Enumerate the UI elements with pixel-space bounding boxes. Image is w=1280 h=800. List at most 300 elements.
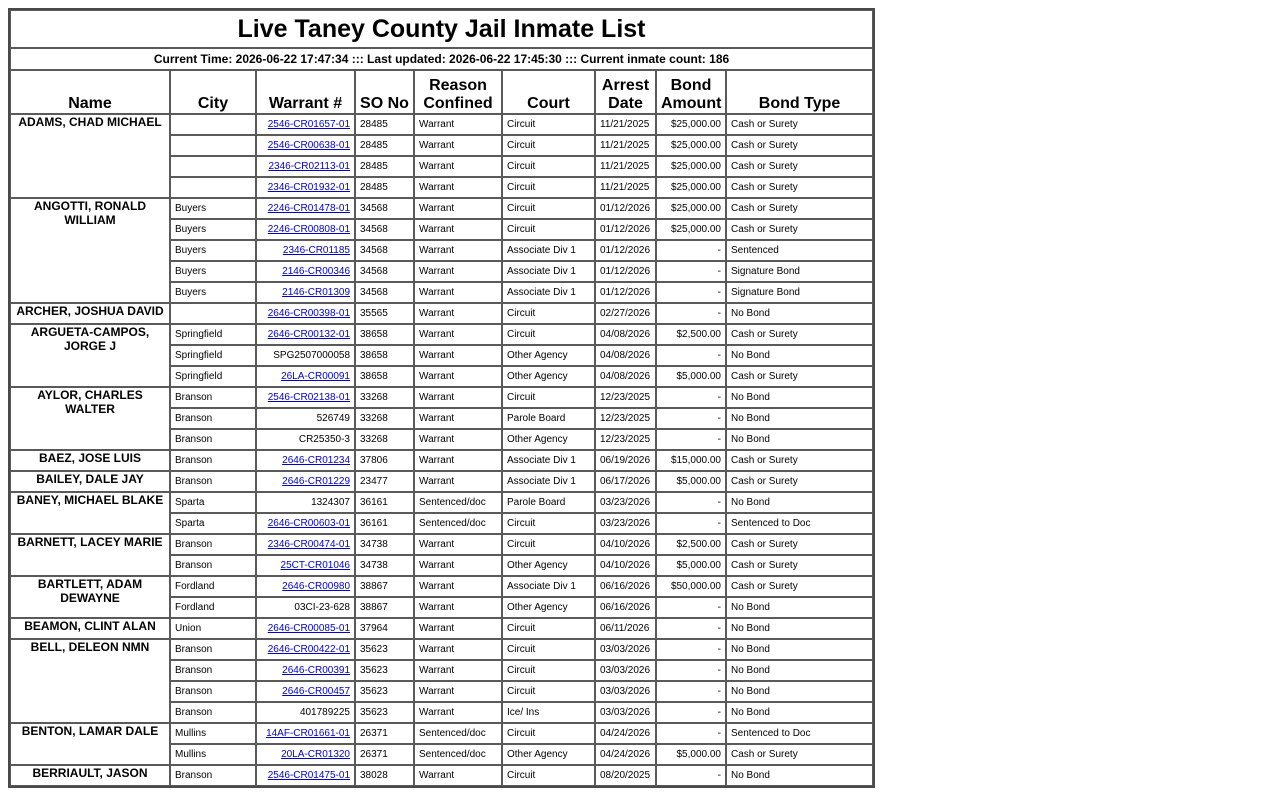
bond-type-cell: No Bond	[726, 408, 873, 429]
reason-cell: Warrant	[414, 681, 502, 702]
column-header-court: Court	[502, 70, 595, 114]
table-row	[10, 387, 873, 408]
so-no-cell: 28485	[355, 135, 414, 156]
so-no-cell: 26371	[355, 744, 414, 765]
reason-cell: Warrant	[414, 660, 502, 681]
reason-cell: Warrant	[414, 261, 502, 282]
bond-type-cell: No Bond	[726, 303, 873, 324]
so-no-cell: 38658	[355, 345, 414, 366]
bond-amount-cell: $5,000.00	[656, 471, 726, 492]
city-cell: Buyers	[170, 261, 256, 282]
reason-cell: Warrant	[414, 198, 502, 219]
court-cell: Other Agency	[502, 597, 595, 618]
warrant-link[interactable]: 14AF-CR01661-01	[266, 728, 350, 739]
bond-type-cell: Cash or Surety	[726, 471, 873, 492]
table-row	[10, 471, 873, 492]
bond-type-cell: No Bond	[726, 492, 873, 513]
column-header-bond-type: Bond Type	[726, 70, 873, 114]
warrant-cell[interactable]	[256, 135, 355, 156]
bond-amount-cell: -	[656, 618, 726, 639]
warrant-link[interactable]: 2646-CR01234	[282, 455, 350, 466]
court-cell: Other Agency	[502, 555, 595, 576]
city-cell: Branson	[170, 534, 256, 555]
warrant-link[interactable]: 2646-CR00085-01	[267, 623, 350, 634]
column-header-so-no: SO No	[355, 70, 414, 114]
arrest-date-cell: 12/23/2025	[595, 408, 656, 429]
bond-type-cell: Sentenced to Doc	[726, 723, 873, 744]
court-cell: Other Agency	[502, 366, 595, 387]
bond-type-cell: Cash or Surety	[726, 366, 873, 387]
bond-type-cell: Cash or Surety	[726, 324, 873, 345]
inmate-name: ARCHER, JOSHUA DAVID	[10, 303, 170, 324]
court-cell: Parole Board	[502, 408, 595, 429]
warrant-cell: 1324307	[256, 492, 355, 513]
reason-cell: Warrant	[414, 408, 502, 429]
warrant-cell[interactable]	[256, 744, 355, 765]
arrest-date-cell: 03/03/2026	[595, 660, 656, 681]
court-cell: Circuit	[502, 639, 595, 660]
reason-cell: Warrant	[414, 282, 502, 303]
bond-amount-cell: -	[656, 261, 726, 282]
bond-type-cell: No Bond	[726, 765, 873, 786]
court-cell: Circuit	[502, 135, 595, 156]
court-cell: Circuit	[502, 114, 595, 135]
bond-amount-cell: $15,000.00	[656, 450, 726, 471]
bond-amount-cell: $5,000.00	[656, 744, 726, 765]
inmate-table	[8, 8, 875, 788]
so-no-cell: 34738	[355, 534, 414, 555]
city-cell: Branson	[170, 639, 256, 660]
inmate-name: BEAMON, CLINT ALAN	[10, 618, 170, 639]
table-row	[10, 723, 873, 744]
bond-amount-cell: $5,000.00	[656, 555, 726, 576]
court-cell: Parole Board	[502, 492, 595, 513]
arrest-date-cell: 11/21/2025	[595, 177, 656, 198]
city-cell: Branson	[170, 765, 256, 786]
bond-amount-cell: $25,000.00	[656, 177, 726, 198]
reason-cell: Warrant	[414, 303, 502, 324]
reason-cell: Warrant	[414, 387, 502, 408]
city-cell: Mullins	[170, 723, 256, 744]
warrant-link[interactable]: 2346-CR01185	[282, 245, 350, 256]
arrest-date-cell: 04/10/2026	[595, 534, 656, 555]
so-no-cell: 33268	[355, 387, 414, 408]
inmate-name: ADAMS, CHAD MICHAEL	[10, 114, 170, 198]
court-cell: Other Agency	[502, 744, 595, 765]
city-cell: Branson	[170, 450, 256, 471]
city-cell	[170, 303, 256, 324]
so-no-cell: 34568	[355, 219, 414, 240]
arrest-date-cell: 11/21/2025	[595, 156, 656, 177]
bond-amount-cell: -	[656, 282, 726, 303]
warrant-cell[interactable]	[256, 555, 355, 576]
reason-cell: Warrant	[414, 702, 502, 723]
column-header-arrest-date: Arrest Date	[595, 70, 656, 114]
reason-cell: Sentenced/doc	[414, 723, 502, 744]
warrant-link[interactable]: 2546-CR01657-01	[267, 119, 350, 130]
warrant-link[interactable]: 2146-CR00346	[282, 266, 350, 277]
bond-type-cell: No Bond	[726, 429, 873, 450]
court-cell: Circuit	[502, 177, 595, 198]
table-row	[10, 618, 873, 639]
warrant-link[interactable]: 2346-CR02113-01	[268, 161, 350, 172]
bond-amount-cell: -	[656, 723, 726, 744]
bond-amount-cell: $25,000.00	[656, 219, 726, 240]
bond-amount-cell: -	[656, 597, 726, 618]
so-no-cell: 36161	[355, 492, 414, 513]
warrant-link[interactable]: 2646-CR00603-01	[267, 518, 350, 529]
warrant-link[interactable]: 26LA-CR00091	[281, 371, 350, 382]
arrest-date-cell: 08/20/2025	[595, 765, 656, 786]
warrant-link[interactable]: 2546-CR01475-01	[267, 770, 350, 781]
inmate-name: BENTON, LAMAR DALE	[10, 723, 170, 765]
warrant-link[interactable]: 2346-CR01932-01	[267, 182, 350, 193]
table-row	[10, 765, 873, 786]
city-cell: Branson	[170, 660, 256, 681]
court-cell: Associate Div 1	[502, 471, 595, 492]
so-no-cell: 35623	[355, 702, 414, 723]
so-no-cell: 37964	[355, 618, 414, 639]
reason-cell: Warrant	[414, 177, 502, 198]
bond-amount-cell: -	[656, 681, 726, 702]
bond-amount-cell: -	[656, 765, 726, 786]
arrest-date-cell: 06/17/2026	[595, 471, 656, 492]
warrant-cell: SPG2507000058	[256, 345, 355, 366]
table-row	[10, 639, 873, 660]
warrant-cell[interactable]	[256, 471, 355, 492]
table-row	[10, 303, 873, 324]
court-cell: Associate Div 1	[502, 240, 595, 261]
warrant-cell[interactable]	[256, 576, 355, 597]
city-cell	[170, 114, 256, 135]
bond-type-cell: Sentenced to Doc	[726, 513, 873, 534]
warrant-cell[interactable]	[256, 219, 355, 240]
reason-cell: Warrant	[414, 618, 502, 639]
arrest-date-cell: 01/12/2026	[595, 219, 656, 240]
so-no-cell: 34568	[355, 198, 414, 219]
court-cell: Circuit	[502, 387, 595, 408]
bond-type-cell: Cash or Surety	[726, 576, 873, 597]
page-container	[8, 8, 871, 788]
warrant-link[interactable]: 2146-CR01309	[282, 287, 350, 298]
arrest-date-cell: 04/08/2026	[595, 366, 656, 387]
page-title: Live Taney County Jail Inmate List	[10, 10, 873, 48]
inmate-name: BAEZ, JOSE LUIS	[10, 450, 170, 471]
table-row	[10, 324, 873, 345]
arrest-date-cell: 02/27/2026	[595, 303, 656, 324]
warrant-link[interactable]: 2246-CR00808-01	[267, 224, 350, 235]
so-no-cell: 38867	[355, 576, 414, 597]
court-cell: Other Agency	[502, 429, 595, 450]
table-row	[10, 198, 873, 219]
warrant-link[interactable]: 2546-CR02138-01	[267, 392, 350, 403]
bond-amount-cell: $25,000.00	[656, 114, 726, 135]
bond-amount-cell: -	[656, 660, 726, 681]
reason-cell: Sentenced/doc	[414, 513, 502, 534]
bond-type-cell: No Bond	[726, 618, 873, 639]
so-no-cell: 35623	[355, 639, 414, 660]
warrant-link[interactable]: 25CT-CR01046	[280, 560, 350, 571]
bond-type-cell: Cash or Surety	[726, 177, 873, 198]
city-cell: Branson	[170, 471, 256, 492]
warrant-link[interactable]: 2646-CR00422-01	[267, 644, 350, 655]
bond-amount-cell: $2,500.00	[656, 534, 726, 555]
table-row	[10, 534, 873, 555]
warrant-cell: 401789225	[256, 702, 355, 723]
city-cell: Buyers	[170, 198, 256, 219]
so-no-cell: 38867	[355, 597, 414, 618]
arrest-date-cell: 12/23/2025	[595, 429, 656, 450]
bond-type-cell: Signature Bond	[726, 261, 873, 282]
city-cell: Springfield	[170, 345, 256, 366]
bond-type-cell: No Bond	[726, 639, 873, 660]
warrant-cell[interactable]	[256, 723, 355, 744]
arrest-date-cell: 04/08/2026	[595, 324, 656, 345]
warrant-cell[interactable]	[256, 156, 355, 177]
city-cell: Branson	[170, 408, 256, 429]
city-cell: Buyers	[170, 219, 256, 240]
warrant-cell[interactable]	[256, 114, 355, 135]
arrest-date-cell: 04/10/2026	[595, 555, 656, 576]
reason-cell: Warrant	[414, 555, 502, 576]
court-cell: Associate Div 1	[502, 282, 595, 303]
bond-type-cell: Cash or Surety	[726, 219, 873, 240]
court-cell: Other Agency	[502, 345, 595, 366]
bond-amount-cell: $2,500.00	[656, 324, 726, 345]
bond-type-cell: No Bond	[726, 597, 873, 618]
bond-type-cell: No Bond	[726, 345, 873, 366]
court-cell: Circuit	[502, 681, 595, 702]
so-no-cell: 26371	[355, 723, 414, 744]
so-no-cell: 38658	[355, 366, 414, 387]
city-cell	[170, 135, 256, 156]
reason-cell: Warrant	[414, 576, 502, 597]
court-cell: Circuit	[502, 303, 595, 324]
header-row	[10, 70, 873, 114]
so-no-cell: 37806	[355, 450, 414, 471]
arrest-date-cell: 01/12/2026	[595, 282, 656, 303]
city-cell: Sparta	[170, 492, 256, 513]
warrant-cell: 03CI-23-628	[256, 597, 355, 618]
arrest-date-cell: 06/16/2026	[595, 597, 656, 618]
inmate-name: BELL, DELEON NMN	[10, 639, 170, 723]
warrant-link[interactable]: 2646-CR00132-01	[267, 329, 350, 340]
warrant-cell[interactable]	[256, 198, 355, 219]
warrant-cell[interactable]	[256, 324, 355, 345]
warrant-cell[interactable]	[256, 240, 355, 261]
court-cell: Circuit	[502, 534, 595, 555]
city-cell: Mullins	[170, 744, 256, 765]
so-no-cell: 34568	[355, 261, 414, 282]
so-no-cell: 28485	[355, 114, 414, 135]
reason-cell: Warrant	[414, 219, 502, 240]
bond-type-cell: Cash or Surety	[726, 156, 873, 177]
so-no-cell: 36161	[355, 513, 414, 534]
bond-amount-cell: -	[656, 702, 726, 723]
warrant-cell[interactable]	[256, 303, 355, 324]
warrant-cell: CR25350-3	[256, 429, 355, 450]
reason-cell: Warrant	[414, 240, 502, 261]
arrest-date-cell: 06/16/2026	[595, 576, 656, 597]
arrest-date-cell: 06/11/2026	[595, 618, 656, 639]
bond-amount-cell: -	[656, 639, 726, 660]
bond-type-cell: Sentenced	[726, 240, 873, 261]
so-no-cell: 34568	[355, 282, 414, 303]
table-row	[10, 114, 873, 135]
bond-type-cell: No Bond	[726, 681, 873, 702]
warrant-link[interactable]: 2646-CR01229	[282, 476, 350, 487]
so-no-cell: 23477	[355, 471, 414, 492]
warrant-cell: 526749	[256, 408, 355, 429]
table-row	[10, 492, 873, 513]
court-cell: Circuit	[502, 324, 595, 345]
arrest-date-cell: 03/03/2026	[595, 681, 656, 702]
inmate-name: BAILEY, DALE JAY	[10, 471, 170, 492]
warrant-link[interactable]: 2346-CR00474-01	[267, 539, 350, 550]
warrant-link[interactable]: 2546-CR00638-01	[267, 140, 350, 151]
city-cell: Buyers	[170, 240, 256, 261]
city-cell	[170, 177, 256, 198]
arrest-date-cell: 03/03/2026	[595, 702, 656, 723]
warrant-cell[interactable]	[256, 513, 355, 534]
court-cell: Circuit	[502, 219, 595, 240]
reason-cell: Warrant	[414, 597, 502, 618]
bond-amount-cell: -	[656, 303, 726, 324]
inmate-name: BERRIAULT, JASON	[10, 765, 170, 786]
arrest-date-cell: 03/23/2026	[595, 513, 656, 534]
city-cell: Union	[170, 618, 256, 639]
court-cell: Associate Div 1	[502, 450, 595, 471]
bond-amount-cell: $5,000.00	[656, 366, 726, 387]
warrant-cell[interactable]	[256, 282, 355, 303]
inmate-name: AYLOR, CHARLES WALTER	[10, 387, 170, 450]
warrant-cell[interactable]	[256, 639, 355, 660]
court-cell: Circuit	[502, 765, 595, 786]
so-no-cell: 35565	[355, 303, 414, 324]
reason-cell: Warrant	[414, 135, 502, 156]
inmate-table-body	[10, 114, 873, 786]
reason-cell: Warrant	[414, 429, 502, 450]
inmate-name: ANGOTTI, RONALD WILLIAM	[10, 198, 170, 303]
city-cell: Buyers	[170, 282, 256, 303]
arrest-date-cell: 03/03/2026	[595, 639, 656, 660]
city-cell: Springfield	[170, 324, 256, 345]
inmate-name: BANEY, MICHAEL BLAKE	[10, 492, 170, 534]
warrant-link[interactable]: 2646-CR00398-01	[267, 308, 350, 319]
warrant-cell[interactable]	[256, 387, 355, 408]
so-no-cell: 33268	[355, 429, 414, 450]
court-cell: Circuit	[502, 513, 595, 534]
bond-type-cell: Signature Bond	[726, 282, 873, 303]
reason-cell: Warrant	[414, 534, 502, 555]
bond-amount-cell: -	[656, 429, 726, 450]
bond-type-cell: Cash or Surety	[726, 744, 873, 765]
warrant-cell[interactable]	[256, 660, 355, 681]
column-header-name: Name	[10, 70, 170, 114]
court-cell: Circuit	[502, 660, 595, 681]
warrant-cell[interactable]	[256, 177, 355, 198]
so-no-cell: 28485	[355, 156, 414, 177]
reason-cell: Sentenced/doc	[414, 492, 502, 513]
warrant-cell[interactable]	[256, 534, 355, 555]
table-row	[10, 576, 873, 597]
bond-amount-cell: $50,000.00	[656, 576, 726, 597]
court-cell: Circuit	[502, 723, 595, 744]
so-no-cell: 28485	[355, 177, 414, 198]
city-cell: Branson	[170, 387, 256, 408]
city-cell: Springfield	[170, 366, 256, 387]
city-cell	[170, 156, 256, 177]
city-cell: Branson	[170, 681, 256, 702]
bond-type-cell: Cash or Surety	[726, 135, 873, 156]
warrant-link[interactable]: 2246-CR01478-01	[267, 203, 350, 214]
city-cell: Branson	[170, 429, 256, 450]
arrest-date-cell: 04/24/2026	[595, 744, 656, 765]
warrant-link[interactable]: 20LA-CR01320	[281, 749, 350, 760]
arrest-date-cell: 04/08/2026	[595, 345, 656, 366]
court-cell: Circuit	[502, 156, 595, 177]
so-no-cell: 38658	[355, 324, 414, 345]
column-header-reason: Reason Confined	[414, 70, 502, 114]
bond-type-cell: No Bond	[726, 387, 873, 408]
reason-cell: Warrant	[414, 114, 502, 135]
bond-amount-cell: -	[656, 492, 726, 513]
so-no-cell: 35623	[355, 660, 414, 681]
bond-type-cell: Cash or Surety	[726, 198, 873, 219]
warrant-cell[interactable]	[256, 261, 355, 282]
warrant-cell[interactable]	[256, 366, 355, 387]
bond-amount-cell: -	[656, 345, 726, 366]
city-cell: Branson	[170, 702, 256, 723]
reason-cell: Warrant	[414, 639, 502, 660]
arrest-date-cell: 11/21/2025	[595, 135, 656, 156]
warrant-link[interactable]: 2646-CR00980	[282, 581, 350, 592]
bond-type-cell: No Bond	[726, 702, 873, 723]
warrant-cell[interactable]	[256, 450, 355, 471]
bond-amount-cell: -	[656, 513, 726, 534]
reason-cell: Warrant	[414, 156, 502, 177]
arrest-date-cell: 03/23/2026	[595, 492, 656, 513]
arrest-date-cell: 01/12/2026	[595, 198, 656, 219]
column-header-city: City	[170, 70, 256, 114]
column-header-bond-amount: Bond Amount	[656, 70, 726, 114]
court-cell: Circuit	[502, 618, 595, 639]
reason-cell: Warrant	[414, 450, 502, 471]
warrant-cell[interactable]	[256, 681, 355, 702]
so-no-cell: 33268	[355, 408, 414, 429]
table-row	[10, 450, 873, 471]
bond-type-cell: Cash or Surety	[726, 555, 873, 576]
bond-amount-cell: $25,000.00	[656, 135, 726, 156]
so-no-cell: 34568	[355, 240, 414, 261]
reason-cell: Warrant	[414, 345, 502, 366]
inmate-name: BARTLETT, ADAM DEWAYNE	[10, 576, 170, 618]
reason-cell: Sentenced/doc	[414, 744, 502, 765]
warrant-link[interactable]: 2646-CR00457	[282, 686, 350, 697]
court-cell: Ice/ Ins	[502, 702, 595, 723]
arrest-date-cell: 11/21/2025	[595, 114, 656, 135]
warrant-cell[interactable]	[256, 618, 355, 639]
column-header-warrant: Warrant #	[256, 70, 355, 114]
court-cell: Circuit	[502, 198, 595, 219]
bond-type-cell: Cash or Surety	[726, 450, 873, 471]
inmate-name: ARGUETA-CAMPOS, JORGE J	[10, 324, 170, 387]
bond-amount-cell: -	[656, 240, 726, 261]
warrant-cell[interactable]	[256, 765, 355, 786]
inmate-name: BARNETT, LACEY MARIE	[10, 534, 170, 576]
city-cell: Fordland	[170, 597, 256, 618]
warrant-link[interactable]: 2646-CR00391	[282, 665, 350, 676]
